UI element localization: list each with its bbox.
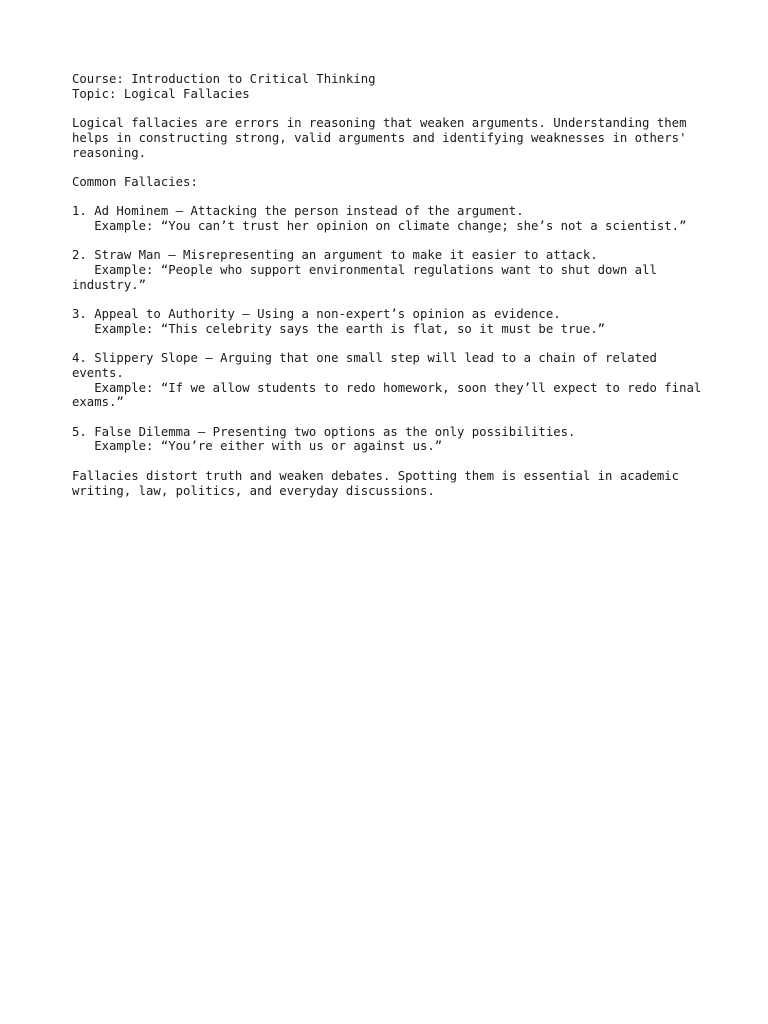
fallacy-title: 4. Slippery Slope – Arguing that one small step will lead to a chain of related events.	[72, 351, 665, 380]
fallacy-title: 2. Straw Man – Misrepresenting an argument to make it easier to attack.	[72, 248, 598, 263]
fallacy-item	[72, 307, 712, 336]
fallacy-title: 5. False Dilemma – Presenting two options as the only possibilities.	[72, 424, 576, 439]
document-page	[72, 72, 712, 498]
spacer	[72, 292, 712, 307]
fallacy-item	[72, 351, 712, 410]
fallacy-title: 3. Appeal to Authority – Using a non-expert’s opinion as evidence.	[72, 307, 561, 322]
spacer	[72, 337, 712, 352]
fallacy-example: Example: “This celebrity says the earth is flat, so it must be true.”	[72, 321, 606, 336]
spacer	[72, 160, 712, 175]
fallacy-example: Example: “You’re either with us or against us.”	[72, 439, 443, 454]
topic-line: Topic: Logical Fallacies	[72, 86, 250, 101]
spacer	[72, 190, 712, 205]
fallacy-item	[72, 248, 712, 292]
fallacy-example: Example: “If we allow students to redo homework, soon they’ll expect to redo final exams.”	[72, 380, 709, 410]
fallacy-example: Example: “People who support environmental regulations want to shut down all industry.”	[72, 263, 665, 292]
spacer	[72, 410, 712, 425]
intro-paragraph: Logical fallacies are errors in reasoning that weaken arguments. Understanding them helps in constructing strong, valid arguments and identifying weaknesses in others' reasoning.	[72, 116, 694, 160]
spacer	[72, 234, 712, 249]
list-heading: Common Fallacies:	[72, 174, 198, 189]
fallacy-title: 1. Ad Hominem – Attacking the person instead of the argument.	[72, 204, 524, 219]
fallacy-item	[72, 425, 712, 454]
course-line: Course: Introduction to Critical Thinking	[72, 72, 376, 86]
spacer	[72, 101, 712, 116]
conclusion-paragraph: Fallacies distort truth and weaken debates. Spotting them is essential in academic writing, law, politics, and everyday discussions.	[72, 468, 687, 498]
spacer	[72, 454, 712, 469]
fallacy-item	[72, 204, 712, 233]
fallacy-example: Example: “You can’t trust her opinion on climate change; she’s not a scientist.”	[72, 218, 687, 233]
